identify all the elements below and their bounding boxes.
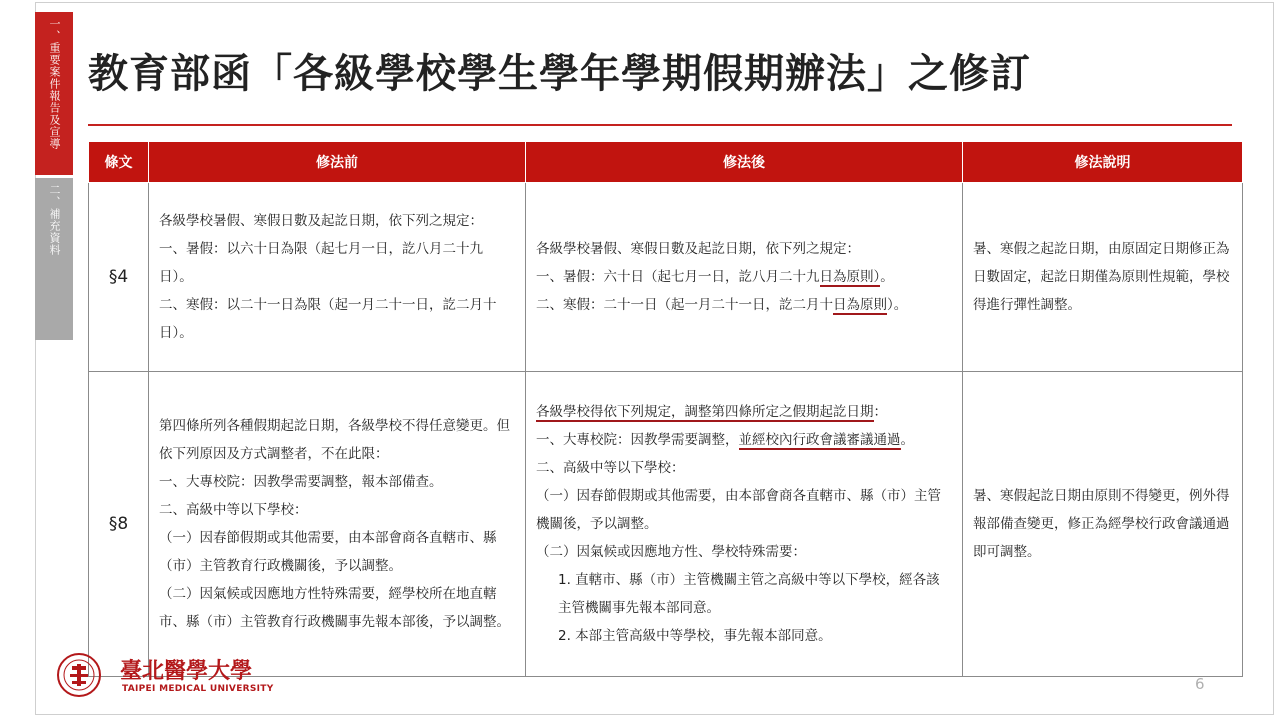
section-number: §4 — [89, 183, 149, 372]
before-text — [149, 183, 526, 372]
text-segment: 一、暑假：六十日（起七月一日，訖八月二十九 — [536, 269, 820, 285]
text-segment: 二、寒假：二十一日（起一月二十一日，訖二月十 — [536, 297, 833, 313]
text-segment: ： — [873, 404, 887, 420]
sidebar-tab-reports[interactable]: 一、重要案件報告及宣導 — [35, 12, 73, 175]
explanation-text: 暑、寒假起訖日期由原則不得變更，例外得報部備查變更，修正為經學校行政會議通過即可調整。 — [963, 372, 1243, 677]
logo-english-name: TAIPEI MEDICAL UNIVERSITY — [122, 684, 274, 694]
table-row — [89, 372, 1243, 677]
before-text — [149, 372, 526, 677]
underlined-change: 各級學校得依下列規定，調整第四條所定之假期起訖日期 — [536, 404, 874, 420]
text-segment: ）。 — [887, 297, 908, 313]
underlined-change: 並經校內行政會議審議通過 — [738, 432, 901, 448]
logo-chinese-name: 臺北醫學大學 — [120, 658, 253, 684]
header-after: 修法後 — [526, 142, 963, 183]
text-line: 二、高級中等以下學校： — [159, 502, 308, 518]
underlined-change: 日為原則 — [833, 297, 887, 313]
text-line: 第四條所列各種假期起訖日期，各級學校不得任意變更。但依下列原因及方式調整者，不在此限： — [159, 418, 510, 462]
text-line: 2. 本部主管高級中等學校，事先報本部同意。 — [558, 628, 832, 644]
text-segment: 一、大專校院：因教學需要調整， — [536, 432, 739, 448]
text-line: （一）因春節假期或其他需要，由本部會商各直轄市、縣（市）主管教育行政機關後，予以調整。 — [159, 530, 497, 574]
page-number: 6 — [1195, 675, 1205, 693]
revision-table — [88, 141, 1243, 677]
header-explanation: 修法說明 — [963, 142, 1243, 183]
text-line: （二）因氣候或因應地方性、學校特殊需要： — [536, 544, 806, 560]
text-line: 1. 直轄市、縣（市）主管機關主管之高級中等以下學校，經各該主管機關事先報本部同意。 — [558, 572, 940, 616]
text-segment: 。 — [900, 432, 914, 448]
header-article: 條文 — [89, 142, 149, 183]
sidebar-tab-supplementary[interactable]: 二、補充資料 — [35, 178, 73, 340]
after-text — [526, 372, 963, 677]
after-text — [526, 183, 963, 372]
explanation-text: 暑、寒假之起訖日期，由原固定日期修正為日數固定，起訖日期僅為原則性規範，學校得進行彈性調整。 — [963, 183, 1243, 372]
header-before: 修法前 — [149, 142, 526, 183]
text-segment: 。 — [880, 269, 894, 285]
text-line: 各級學校暑假、寒假日數及起訖日期，依下列之規定： — [536, 241, 860, 257]
university-seal-icon — [48, 652, 110, 698]
section-number: §8 — [89, 372, 149, 677]
text-line: （二）因氣候或因應地方性特殊需要，經學校所在地直轄市、縣（市）主管教育行政機關事先報本部後，予以調整。 — [159, 586, 510, 630]
text-line: 二、寒假：以二十一日為限（起一月二十一日，訖二月十日）。 — [159, 297, 497, 341]
text-line — [536, 291, 952, 319]
page-title: 教育部函「各級學校學生學年學期假期辦法」之修訂 — [88, 51, 1031, 97]
text-line: （一）因春節假期或其他需要，由本部會商各直轄市、縣（市）主管機關後，予以調整。 — [536, 488, 941, 532]
text-line: 一、暑假：以六十日為限（起七月一日，訖八月二十九日）。 — [159, 241, 483, 285]
underlined-change: 日為原則） — [819, 269, 881, 285]
text-line: 二、高級中等以下學校： — [536, 460, 685, 476]
title-divider — [88, 124, 1232, 126]
text-line — [536, 426, 952, 454]
text-line: 一、大專校院：因教學需要調整，報本部備查。 — [159, 474, 443, 490]
table-row — [89, 183, 1243, 372]
text-line — [536, 398, 952, 426]
table-header-row — [89, 142, 1243, 183]
text-line: 各級學校暑假、寒假日數及起訖日期，依下列之規定： — [159, 213, 483, 229]
university-logo — [48, 652, 274, 698]
text-line — [536, 263, 952, 291]
